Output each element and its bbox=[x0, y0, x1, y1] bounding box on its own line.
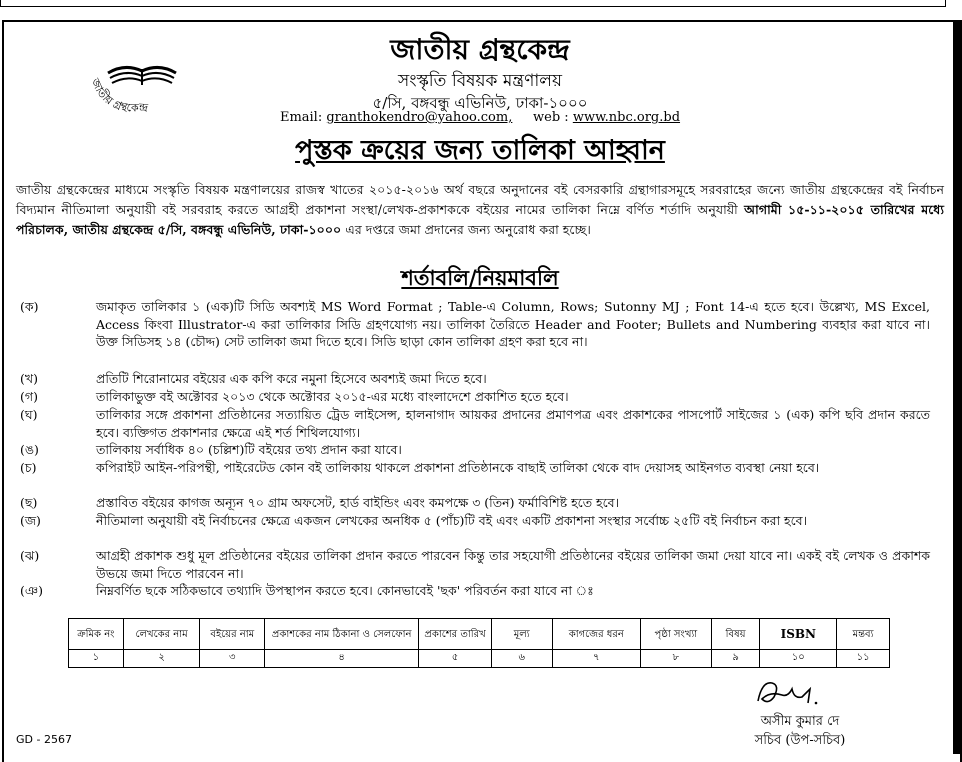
signer-name: অসীম কুমার দে bbox=[760, 714, 840, 729]
condition-label: (ঞ) bbox=[20, 583, 43, 598]
table-number-row bbox=[69, 650, 890, 668]
table-cell: ৪ bbox=[265, 650, 419, 668]
condition-label: (ঝ) bbox=[20, 548, 40, 563]
condition-text: তালিকায় সর্বাধিক ৪০ (চল্লিশ)টি বইয়ের তথ্য প্রদান করা যাবে। bbox=[96, 442, 402, 457]
intro-text-end: এর দপ্তরে জমা প্রদানের জন্য অনুরোধ করা হচ্ছে। bbox=[345, 222, 591, 237]
table-header-row bbox=[69, 619, 890, 650]
scan-edge bbox=[953, 22, 960, 754]
table-header-cell: বইয়ের নাম bbox=[200, 619, 265, 650]
org-address: ৫/সি, বঙ্গবন্ধু এভিনিউ, ঢাকা-১০০০ bbox=[372, 94, 588, 112]
top-border bbox=[0, 0, 946, 7]
table-header-cell: লেখকের নাম bbox=[123, 619, 200, 650]
table-header-cell: ক্রমিক নং bbox=[69, 619, 124, 650]
condition-text: প্রস্তাবিত বইয়ের কাগজ অন্যূন ৭০ গ্রাম অফসেট, হার্ড বাইন্ডিং এবং কমপক্ষে ৩ (তিন) ফর্মাবিশিষ্ট হতে হবে। bbox=[96, 495, 620, 510]
org-name: জাতীয় গ্রন্থকেন্দ্র bbox=[390, 33, 570, 66]
condition-label: (জ) bbox=[20, 513, 41, 528]
table-cell: ৫ bbox=[419, 650, 492, 668]
condition-label: (চ) bbox=[20, 460, 37, 475]
submission-format-table bbox=[68, 618, 890, 668]
condition-label: (ক) bbox=[20, 299, 39, 314]
table-header-cell: পৃষ্ঠা সংখ্যা bbox=[641, 619, 712, 650]
table-header-cell: বিষয় bbox=[711, 619, 760, 650]
condition-item bbox=[0, 298, 962, 370]
ministry-name: সংস্কৃতি বিষয়ক মন্ত্রণালয় bbox=[398, 71, 562, 91]
conditions-title: শর্তাবলি/নিয়মাবলি bbox=[401, 265, 559, 290]
condition-text: প্রতিটি শিরোনামের বইয়ের এক কপি করে নমুনা হিসেবে অবশ্যই জমা দিতে হবে। bbox=[96, 371, 487, 386]
table-cell: ১০ bbox=[760, 650, 837, 668]
table-header-cell: মন্তব্য bbox=[837, 619, 890, 650]
table-header-cell: মূল্য bbox=[491, 619, 552, 650]
intro-deadline: আগামী ১৫-১১-২০১৫ তারিখের মধ্যে পরিচালক, জাতীয় গ্রন্থকেন্দ্র ৫/সি, বঙ্গবন্ধু এভিনিউ, ঢাকা-১০০০ bbox=[16, 202, 944, 237]
contact-line bbox=[200, 110, 760, 125]
notice-headline: পুস্তক ক্রয়ের জন্য তালিকা আহ্বান bbox=[295, 135, 665, 166]
table-cell: ৯ bbox=[711, 650, 760, 668]
condition-label: (ছ) bbox=[20, 495, 38, 510]
govt-reference: GD - 2567 bbox=[16, 733, 72, 746]
table-cell: ২ bbox=[123, 650, 200, 668]
web-label: web : bbox=[533, 110, 569, 125]
email-link[interactable]: granthokendro@yahoo.com, bbox=[326, 110, 513, 125]
condition-text: তালিকার সঙ্গে প্রকাশনা প্রতিষ্ঠানের সত্যায়িত ট্রেড লাইসেন্স, হালনাগাদ আয়কর প্রদানের প্রমাণপত্র এবং প্রকাশকের পাসপোর্ট সাইজের ১ (এক) কপি ছবি প্রদান করতে হবে। ব্যক্তিগত প্রকাশনার ক্ষেত্রে এই শর্ত শিথিলযোগ্য। bbox=[96, 407, 930, 440]
intro-text: জাতীয় গ্রন্থকেন্দ্রের মাধ্যমে সংস্কৃতি বিষয়ক মন্ত্রণালয়ের রাজস্ব খাতের ২০১৫-২০১৬ অর্থ বছরে অনুদানের বই বেসরকারি গ্রন্থাগারসমূহে সরবরাহের জন্যে জাতীয় গ্রন্থকেন্দ্রের বই নির্বাচন বিদ্যমান নীতিমালা অনুযায়ী বই সরবরাহ করতে আগ্রহী প্রকাশনা সংস্থা/লেখক-প্রকাশককে বইয়ের নামের তালিকা নিম্নে বর্ণিত শর্তাদি অনুযায়ী bbox=[16, 182, 944, 217]
table-header-cell: ISBN bbox=[760, 619, 837, 650]
condition-label: (ঙ) bbox=[20, 442, 39, 457]
table-cell: ৮ bbox=[641, 650, 712, 668]
condition-label: (ঘ) bbox=[20, 407, 38, 422]
condition-text: নিম্নবর্ণিত ছকে সঠিকভাবে তথ্যাদি উপস্থাপন করতে হবে। কোনভাবেই 'ছক' পরিবর্তন করা যাবে না ঃ bbox=[96, 583, 594, 598]
table-cell: ৬ bbox=[491, 650, 552, 668]
email-label: Email: bbox=[279, 110, 323, 125]
condition-text: জমাকৃত তালিকার ১ (এক)টি সিডি অবশ্যই MS Word Format ; Table-এ Column, Rows; Sutonny MJ ; Font 14-এ হতে হবে। উল্লেখ্য, MS Excel, Access কিংবা Illustrator-এ করা তালিকার সিডি গ্রহণযোগ্য নয়। তালিকা তৈরিতে Header and Footer; Bullets and Numbering ব্যবহার করা যাবে না। উক্ত সিডিসহ ১৪ (চৌদ্দ) সেট তালিকা জমা দিতে হবে। সিডি ছাড়া কোন তালিকা গ্রহণ করা হবে না। bbox=[96, 299, 930, 350]
table-cell: ১১ bbox=[837, 650, 890, 668]
table-cell: ৭ bbox=[552, 650, 641, 668]
table-cell: ১ bbox=[69, 650, 124, 668]
table-header-cell: কাগজের ধরন bbox=[552, 619, 641, 650]
open-book-logo-icon bbox=[80, 45, 205, 115]
signature-icon bbox=[752, 675, 822, 709]
table-cell: ৩ bbox=[200, 650, 265, 668]
table-header-cell: প্রকাশের তারিখ bbox=[419, 619, 492, 650]
signer-title: সচিব (উপ-সচিব) bbox=[754, 733, 846, 748]
condition-text: তালিকাভুক্ত বই অক্টোবর ২০১৩ থেকে অক্টোবর ২০১৫-এর মধ্যে বাংলাদেশে প্রকাশিত হতে হবে। bbox=[96, 389, 569, 404]
condition-label: (গ) bbox=[20, 389, 38, 404]
table-header-cell: প্রকাশকের নাম ঠিকানা ও সেলফোন bbox=[265, 619, 419, 650]
condition-text: কপিরাইট আইন-পরিপন্থী, পাইরেটেড কোন বই তালিকায় থাকলে প্রকাশনা প্রতিষ্ঠানকে বাছাই তালিকা থেকে বাদ দেয়াসহ আইনগত ব্যবস্থা নেয়া হবে। bbox=[96, 460, 820, 475]
intro-paragraph bbox=[16, 180, 944, 240]
condition-label: (খ) bbox=[20, 371, 38, 386]
condition-text: আগ্রহী প্রকাশক শুধু মূল প্রতিষ্ঠানের বইয়ের তালিকা প্রদান করতে পারবেন কিন্তু তার সহযোগী প্রতিষ্ঠানের বইয়ের তালিকা জমা দেয়া যাবে না। একই বই লেখক ও প্রকাশক উভয়ে জমা দিতে পারবেন না। bbox=[96, 548, 930, 581]
svg-text:জাতীয় গ্রন্থকেন্দ্র: জাতীয় গ্রন্থকেন্দ্র bbox=[88, 76, 149, 115]
web-link[interactable]: www.nbc.org.bd bbox=[572, 110, 681, 125]
condition-text: নীতিমালা অনুযায়ী বই নির্বাচনের ক্ষেত্রে একজন লেখকের অনধিক ৫ (পাঁচ)টি বই এবং একটি প্রকাশনা সংস্থার সর্বোচ্চ ২৫টি বই নির্বাচন করা হবে। bbox=[96, 513, 808, 528]
